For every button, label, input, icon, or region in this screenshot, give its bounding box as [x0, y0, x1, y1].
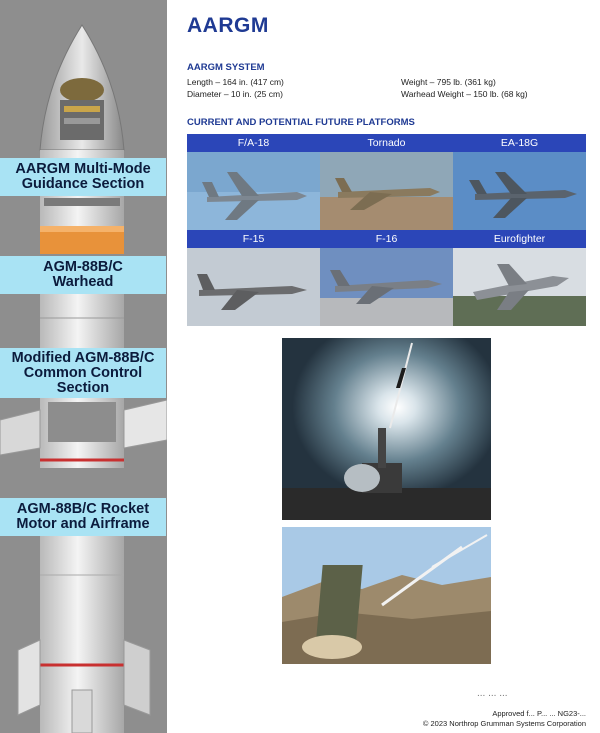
platform-tile-ea18g: [453, 134, 586, 230]
watermark-text: ... ... ...: [477, 688, 508, 699]
section-label-line: Modified AGM-88B/C: [11, 349, 155, 366]
ship-launch-photo: [282, 338, 491, 520]
platform-label: F-15: [187, 230, 320, 248]
platform-photo-tornado: [320, 152, 453, 230]
approval-text: Approved f... P... ... NG23-...: [492, 709, 586, 718]
platform-tile-f15: [187, 230, 320, 326]
platform-photo-eurofighter: [453, 248, 586, 326]
section-label-line: Warhead: [52, 274, 114, 290]
platform-photo-ea18g: [453, 152, 586, 230]
section-label-line: Guidance Section: [21, 176, 145, 192]
platform-tile-tornado: [320, 134, 453, 230]
section-label-line: AGM-88B/C: [43, 259, 123, 275]
section-label-control: [0, 348, 166, 398]
section-label-line: Common Control: [23, 364, 143, 381]
section-label-line: Motor and Airframe: [16, 516, 150, 532]
section-label-line: Section: [56, 379, 110, 396]
platform-photo-f16: [320, 248, 453, 326]
section-label-warhead: [0, 256, 166, 294]
section-label-line: AARGM Multi-Mode: [15, 161, 151, 177]
platform-label: EA-18G: [453, 134, 586, 152]
spec-weight: Weight – 795 lb. (361 kg): [401, 77, 496, 87]
platform-tile-f16: [320, 230, 453, 326]
missile-cutaway-panel: [0, 0, 167, 733]
platform-photo-f15: [187, 248, 320, 326]
platforms-heading: CURRENT AND POTENTIAL FUTURE PLATFORMS: [187, 117, 415, 128]
spec-length: Length – 164 in. (417 cm): [187, 77, 284, 87]
system-heading: AARGM SYSTEM: [187, 62, 265, 73]
spec-warhead-weight: Warhead Weight – 150 lb. (68 kg): [401, 89, 528, 99]
platform-tile-fa18: [187, 134, 320, 230]
platform-grid: [187, 134, 586, 326]
platform-label: F/A-18: [187, 134, 320, 152]
copyright-text: © 2023 Northrop Grumman Systems Corporation: [422, 719, 586, 728]
ground-launch-photo: [282, 527, 491, 664]
spec-diameter: Diameter – 10 in. (25 cm): [187, 89, 283, 99]
platform-label: Tornado: [320, 134, 453, 152]
section-label-guidance: [0, 158, 166, 196]
section-label-line: AGM-88B/C Rocket: [16, 501, 150, 517]
section-label-rocket-motor: [0, 498, 166, 536]
platform-photo-fa18: [187, 152, 320, 230]
page-title: AARGM: [187, 14, 269, 37]
platform-label: Eurofighter: [453, 230, 586, 248]
platform-tile-eurofighter: [453, 230, 586, 326]
platform-label: F-16: [320, 230, 453, 248]
